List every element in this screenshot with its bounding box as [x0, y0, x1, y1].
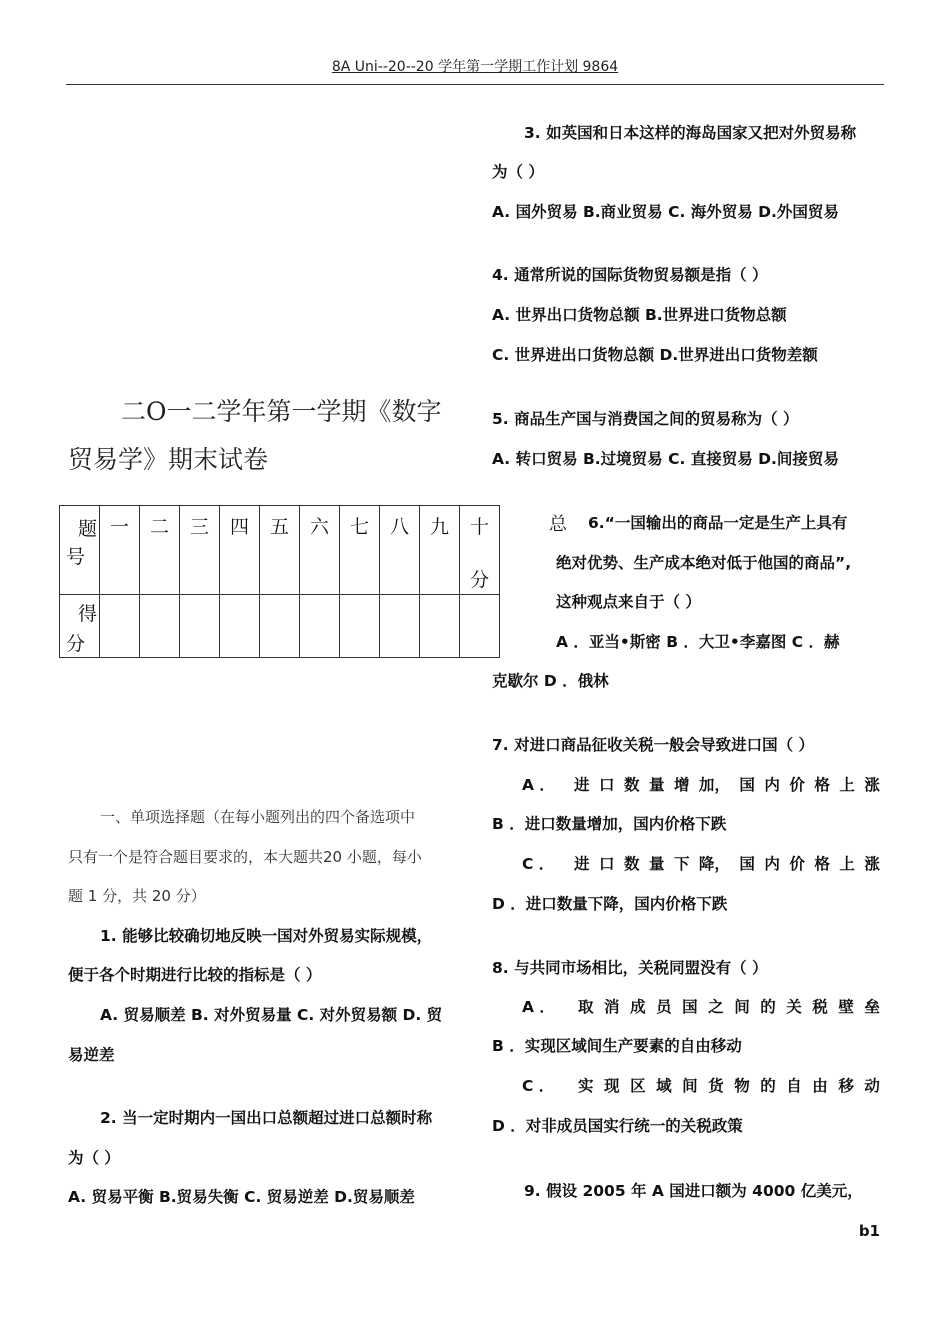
section-intro-line2: 只有一个是符合题目要求的，本大题共20 小题，每小 [68, 848, 422, 866]
header-divider [66, 84, 884, 85]
q2-options: A. 贸易平衡 B.贸易失衡 C. 贸易逆差 D.贸易顺差 [68, 1188, 415, 1206]
q6-stem-line3: 这种观点来自于（ ） [556, 593, 701, 611]
q7-option-c-text: 进 口 数 量 下 降， 国 内 价 格 上 涨 [574, 855, 880, 873]
exam-title-line1: 二O一二学年第一学期《数字 [121, 397, 442, 426]
q8-option-a-text: 取 消 成 员 国 之 间 的 关 税 壁 垒 [578, 998, 880, 1016]
q1-options: A. 贸易顺差 B. 对外贸易量 C. 对外贸易额 D. 贸 [100, 1006, 443, 1024]
q2-stem-line2: 为（ ） [68, 1149, 120, 1167]
q1-stem-line1: 1. 能够比较确切地反映一国对外贸易实际规模， [100, 927, 433, 945]
q8-option-b: B ．实现区域间生产要素的自由移动 [492, 1037, 742, 1055]
page-header: 8A Uni--20--20 学年第一学期工作计划 9864 [331, 59, 619, 75]
score-table [59, 505, 500, 658]
section-intro-line3: 题 1 分，共 20 分） [68, 887, 206, 905]
q7-option-a-label: A ． [522, 776, 555, 794]
exam-title-line2: 贸易学》期末试卷 [68, 445, 269, 474]
q2-stem-line1: 2. 当一定时期内一国出口总额超过进口总额时称 [100, 1109, 433, 1127]
q8-stem: 8. 与共同市场相比，关税同盟没有（ ） [492, 959, 768, 977]
q1-options-cont: 易逆差 [68, 1046, 115, 1064]
q6-options-cont: 克歇尔 D ．俄林 [492, 672, 609, 690]
score-cell [340, 595, 380, 658]
q3-stem-line2: 为（ ） [492, 163, 544, 181]
section-intro-line1: 一、单项选择题（在每小题列出的四个备选项中 [100, 808, 416, 826]
score-col-7: 七 [340, 506, 380, 595]
score-col-4: 四 [220, 506, 260, 595]
q7-option-a-text: 进 口 数 量 增 加， 国 内 价 格 上 涨 [574, 776, 880, 794]
score-col-10: 十 分 [460, 506, 500, 595]
score-cell [140, 595, 180, 658]
q7-option-c-label: C ． [522, 855, 555, 873]
q3-options: A. 国外贸易 B.商业贸易 C. 海外贸易 D.外国贸易 [492, 203, 839, 221]
q5-options: A. 转口贸易 B.过境贸易 C. 直接贸易 D.间接贸易 [492, 450, 839, 468]
score-col-8: 八 [380, 506, 420, 595]
score-row-label: 得 分 [60, 595, 100, 658]
q8-option-d: D ．对非成员国实行统一的关税政策 [492, 1117, 743, 1135]
q4-options-cd: C. 世界进出口货物总额 D.世界进出口货物差额 [492, 346, 818, 364]
q3-stem-line1: 3. 如英国和日本这样的海岛国家又把对外贸易称 [524, 124, 857, 142]
score-header-cell: 题 号 [60, 506, 100, 595]
q4-options-ab: A. 世界出口货物总额 B.世界进口货物总额 [492, 306, 787, 324]
q1-stem-line2: 便于各个时期进行比较的指标是（ ） [68, 966, 322, 984]
q9-stem-line1: 9. 假设 2005 年 A 国进口额为 4000 亿美元， [524, 1182, 863, 1200]
q5-stem: 5. 商品生产国与消费国之间的贸易称为（ ） [492, 410, 799, 428]
score-cell [420, 595, 460, 658]
score-col-6: 六 [300, 506, 340, 595]
score-col-5: 五 [260, 506, 300, 595]
q8-option-c-text: 实 现 区 域 间 货 物 的 自 由 移 动 [578, 1077, 880, 1095]
score-cell [380, 595, 420, 658]
score-total-label: 总 [549, 514, 567, 535]
q6-stem-line1: 6.“一国输出的商品一定是生产上具有 [588, 514, 848, 532]
q7-option-b: B ．进口数量增加，国内价格下跌 [492, 815, 727, 833]
score-col-3: 三 [180, 506, 220, 595]
score-col-9: 九 [420, 506, 460, 595]
score-col-1: 一 [100, 506, 140, 595]
page-number: b1 [858, 1222, 880, 1240]
q6-options: A ．亚当•斯密 B ．大卫•李嘉图 C ．赫 [556, 633, 840, 651]
score-cell [460, 595, 500, 658]
score-cell [300, 595, 340, 658]
score-cell [260, 595, 300, 658]
q8-option-a-label: A ． [522, 998, 555, 1016]
score-col-2: 二 [140, 506, 180, 595]
score-cell [100, 595, 140, 658]
q4-stem: 4. 通常所说的国际货物贸易额是指（ ） [492, 266, 768, 284]
score-cell [220, 595, 260, 658]
q6-stem-line2: 绝对优势、生产成本绝对低于他国的商品”, [556, 554, 852, 572]
q7-stem: 7. 对进口商品征收关税一般会导致进口国（ ） [492, 736, 814, 754]
score-cell [180, 595, 220, 658]
q7-option-d: D ．进口数量下降，国内价格下跌 [492, 895, 728, 913]
q8-option-c-label: C ． [522, 1077, 555, 1095]
